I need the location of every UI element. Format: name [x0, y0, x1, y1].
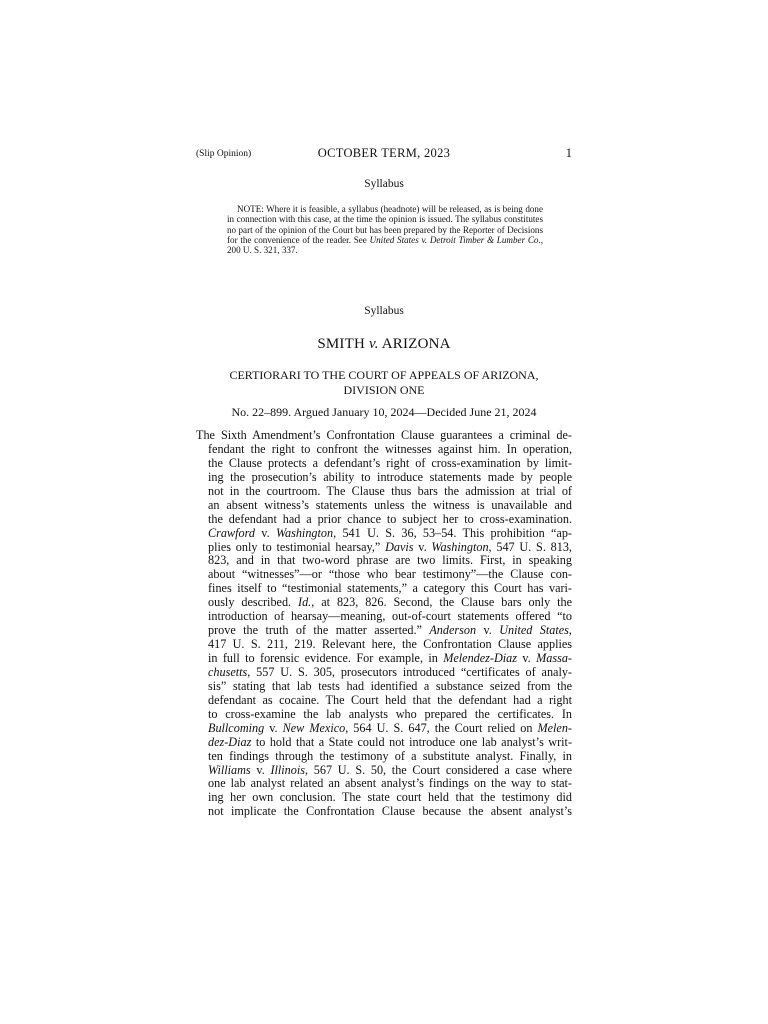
case-citation: Illinois — [270, 763, 305, 777]
body-line — [196, 527, 572, 541]
line-text: to hold that a State could not introduce one lab analyst’s writ- — [251, 735, 572, 749]
case-citation: Melen- — [537, 721, 572, 735]
syllabus-heading-top: Syllabus — [364, 178, 404, 190]
body-line: ing the prosecution’s ability to introduce statements made by people — [208, 470, 572, 484]
page-number: 1 — [565, 146, 572, 160]
line-text: , 564 U. S. 647, the Court relied on — [345, 721, 538, 735]
case-citation: Williams — [208, 763, 251, 777]
line-text: plies only to testimonial hearsay,” — [208, 540, 386, 554]
note-citation-tail: , 200 U. S. 321, 337. — [227, 234, 543, 256]
term-heading: OCTOBER TERM, 2023 — [317, 146, 451, 160]
note-text: NOTE: Where it is feasible, a syllabus (headnote) will be released, as is being done in connection with this case, at the time the opinion is issued. The syllabus constitutes no part of the opinion of the Court but has been prepared by the Reporter of Decisions for the convenience of the reader. See — [227, 204, 543, 245]
certiorari-line-2: DIVISION ONE — [343, 382, 425, 397]
reporter-note — [227, 204, 543, 255]
line-text: , at 823, 826. Second, the Clause bars only the — [311, 596, 572, 610]
case-citation: Washington — [431, 540, 489, 554]
case-citation: Anderson — [429, 624, 477, 638]
line-text: , 557 U. S. 305, prosecutors introduced “certificates of analy- — [247, 665, 572, 679]
body-line: ing her own conclusion. The state court held that the testimony did — [208, 791, 572, 805]
note-citation-case: United States v. Detroit Timber & Lumber Co. — [369, 234, 541, 245]
case-citation: chusetts — [208, 665, 248, 679]
body-line — [196, 666, 572, 680]
body-line — [196, 541, 572, 555]
body-line: about “witnesses”—or “those who bear testimony”—the Clause con- — [208, 568, 572, 582]
body-line — [196, 722, 572, 736]
slip-opinion-label: (Slip Opinion) — [196, 149, 252, 159]
body-line: sis” stating that lab tests had identified a substance seized from the — [208, 679, 572, 693]
case-title — [196, 336, 572, 353]
line-text: , — [568, 624, 572, 638]
case-citation: Melendez-Diaz — [443, 652, 517, 665]
versus: v. — [517, 652, 537, 665]
body-line: the defendant had a prior chance to subject her to cross-examination. — [208, 512, 572, 526]
body-line — [196, 764, 572, 778]
line-text: ously described. — [208, 596, 299, 610]
id-citation: Id. — [298, 596, 312, 610]
case-citation: Massa- — [536, 652, 572, 665]
body-line — [196, 736, 572, 750]
body-line: one lab analyst related an absent analyst’s findings on the way to stat- — [208, 777, 572, 791]
case-citation: New Mexico — [282, 721, 346, 735]
case-citation: Davis — [385, 540, 414, 554]
line-text: , 547 U. S. 813, — [488, 540, 572, 554]
body-line — [196, 624, 572, 638]
syllabus-heading: Syllabus — [364, 305, 404, 317]
certiorari-heading — [210, 368, 558, 397]
case-party-a: SMITH — [317, 336, 369, 352]
body-line: introduction of hearsay—meaning, out-of-court statements offered “to — [208, 610, 572, 624]
docket-line: No. 22–899. Argued January 10, 2024—Decided June 21, 2024 — [231, 405, 537, 419]
line-text: , 567 U. S. 50, the Court considered a case where — [305, 763, 572, 777]
versus: v. — [250, 763, 271, 777]
versus: v. — [254, 526, 276, 540]
line-text: prove the truth of the matter asserted.” — [208, 624, 430, 638]
body-line: fendant the right to confront the witnesses against him. In operation, — [208, 442, 572, 456]
versus: v. — [413, 540, 432, 554]
body-line: the Clause protects a defendant’s right of cross-examination by limit- — [208, 456, 572, 470]
body-line — [196, 596, 572, 610]
body-line: an absent witness’s statements unless the witness is unavailable and — [208, 498, 572, 512]
case-citation: dez-Diaz — [208, 735, 252, 749]
case-citation: Bullcoming — [208, 721, 265, 735]
body-line: not implicate the Confrontation Clause because the absent analyst’s — [208, 805, 572, 819]
versus: v. — [264, 721, 283, 735]
body-line: ten findings through the testimony of a substitute analyst. Finally, in — [208, 749, 572, 763]
body-line: The Sixth Amendment’s Confrontation Clause guarantees a criminal de- — [196, 429, 572, 442]
body-line: fines itself to “testimonial statements,” a category this Court has vari- — [208, 582, 572, 596]
certiorari-line-1: CERTIORARI TO THE COURT OF APPEALS OF ARIZONA, — [229, 368, 539, 382]
body-line: not in the courtroom. The Clause thus bars the admission at trial of — [208, 484, 572, 498]
case-versus: v. — [368, 336, 379, 352]
body-line: 417 U. S. 211, 219. Relevant here, the Confrontation Clause applies — [208, 638, 572, 652]
line-text: , 541 U. S. 36, 53–54. This prohibition “ap- — [333, 526, 572, 540]
versus: v. — [476, 624, 500, 638]
body-line — [196, 652, 572, 666]
case-citation: United States — [499, 624, 569, 638]
body-line: defendant as cocaine. The Court held that the defendant had a right — [208, 693, 572, 707]
case-citation: Crawford — [208, 526, 255, 540]
line-text: in full to forensic evidence. For example, in — [208, 652, 444, 665]
case-party-b: ARIZONA — [378, 336, 451, 352]
body-line: to cross-examine the lab analysts who prepared the certificates. In — [208, 707, 572, 721]
running-head — [196, 146, 572, 164]
body-line: 823, and in that two-word phrase are two limits. First, in speaking — [208, 554, 572, 568]
case-citation: Washington — [275, 526, 334, 540]
syllabus-body — [196, 429, 572, 819]
